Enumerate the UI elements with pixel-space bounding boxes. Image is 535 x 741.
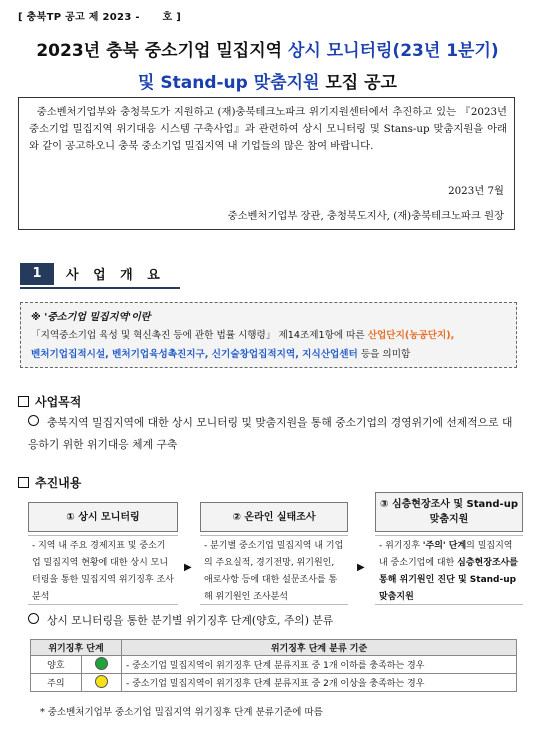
stage-label: 양호 <box>31 656 82 674</box>
definition-box <box>20 302 517 368</box>
step-3-desc-c: 의 밀집지역 내 중소기업에 대한 <box>379 541 513 568</box>
intro-text-body: 중소벤처기업부와 충청북도가 지원하고 (재)충북테크노파크 위기지원센터에서 추진하고 있는 『2023년 중소기업 밀집지역 위기대응 시스템 구축사업』과 관련하여 상시 모니터링 및 Stans-up 맞춤지원을 아래와 같이 공고하오니 충북 중소기업 밀집지역 내 기업들의 많은 참여 바랍니다. <box>29 106 507 152</box>
definition-heading: ※ '중소기업 밀집지역'이란 <box>31 312 151 323</box>
footnote: * 중소벤처기업부 중소기업 밀집지역 위기징후 단계 분류기준에 따름 <box>40 707 323 718</box>
stage-indicator <box>81 656 121 674</box>
stage-criteria: - 중소기업 밀집지역이 위기징후 단계 분류지표 중 2개 이상을 충족하는 경우 <box>122 674 517 692</box>
step-1-description: - 지역 내 주요 경제지표 및 중소기업 밀집지역 현황에 대한 상시 모니터링을 통한 밀집지역 위기징후 조사분석 <box>28 535 178 605</box>
arrow-right-icon: ▶ <box>184 562 192 573</box>
square-bullet-icon <box>18 477 29 488</box>
classification-table <box>30 639 517 692</box>
step-2-title: ② 온라인 실태조사 <box>200 502 348 532</box>
step-3-desc-d: 심층현장조사를 통해 위기원인 진단 및 Stand-up 맞춤지원 <box>379 558 518 602</box>
purpose-text-body: 충북지역 밀집지역에 대한 상시 모니터링 및 맞춤지원을 통해 중소기업의 경영위기에 선제적으로 대응하기 위한 위기대응 체계 구축 <box>28 416 513 451</box>
title-part: 2023년 충북 중소기업 밀집지역 <box>36 41 288 61</box>
green-status-dot-icon <box>95 657 108 670</box>
step-2-description: - 분기별 중소기업 밀집지역 내 기업의 주요실적, 경기전망, 위기원인, 애로사항 등에 대한 설문조사를 통해 위기원인 조사분석 <box>200 535 348 605</box>
table-header-criteria: 위기징후 단계 분류 기준 <box>122 640 517 656</box>
definition-highlight-1: 산업단지(농공단지), <box>367 330 455 341</box>
definition-text <box>31 326 511 364</box>
table-header-row <box>31 640 517 656</box>
table-header-stage: 위기징후 단계 <box>31 640 122 656</box>
definition-text-a: 「지역중소기업 육성 및 혁신촉진 등에 관한 법률 시행령」 제14조제1항에 따른 <box>31 330 368 341</box>
intro-date: 2023년 7월 <box>448 185 504 197</box>
intro-signature: 중소벤처기업부 장관, 충청북도지사, (재)충북테크노파크 원장 <box>227 210 504 222</box>
title-part: 모집 공고 <box>319 73 397 93</box>
stage-indicator <box>81 674 121 692</box>
arrow-right-icon: ▶ <box>357 562 365 573</box>
definition-text-b: 등을 의미함 <box>357 349 411 360</box>
step-1-title: ① 상시 모니터링 <box>28 502 178 532</box>
content-heading <box>18 474 81 491</box>
stage-criteria: - 중소기업 밀집지역이 위기징후 단계 분류지표 중 1개 이하를 충족하는 경우 <box>122 656 517 674</box>
page-title-line1 <box>0 36 535 61</box>
section-number: 1 <box>20 263 54 285</box>
intro-box <box>18 97 515 230</box>
definition-highlight-2: 벤처기업집적시설, 벤처기업육성촉진지구, 신기술창업집적지역, 지식산업센터 <box>31 349 358 360</box>
step-3-desc-b: '주의' 단계 <box>422 541 467 551</box>
section-title: 사 업 개 요 <box>66 268 165 283</box>
yellow-status-dot-icon <box>95 675 108 688</box>
table-row <box>31 674 517 692</box>
purpose-text <box>28 412 518 456</box>
step-3-title: ③ 심층현장조사 및 Stand-up 맞춤지원 <box>375 492 523 532</box>
content-heading-text: 추진내용 <box>35 476 82 490</box>
table-row <box>31 656 517 674</box>
circle-bullet-icon <box>28 613 39 624</box>
circle-bullet-icon <box>28 415 39 426</box>
purpose-heading-text: 사업목적 <box>35 395 82 409</box>
section-divider <box>20 287 180 289</box>
notice-number: [ 충북TP 공고 제 2023 - 호 ] <box>18 12 182 23</box>
title-highlight: 및 Stand-up 맞춤지원 <box>138 73 320 93</box>
purpose-heading <box>18 393 81 410</box>
step-3-desc-a: - 위기징후 <box>379 541 423 551</box>
classification-heading-text: 상시 모니터링을 통한 분기별 위기징후 단계(양호, 주의) 분류 <box>47 614 334 627</box>
page-title-line2 <box>0 68 535 93</box>
title-highlight: 상시 모니터링(23년 1분기) <box>287 41 499 61</box>
square-bullet-icon <box>18 396 29 407</box>
intro-text <box>29 104 507 155</box>
stage-label: 주의 <box>31 674 82 692</box>
classification-heading <box>28 613 333 628</box>
step-3-description <box>375 535 523 605</box>
